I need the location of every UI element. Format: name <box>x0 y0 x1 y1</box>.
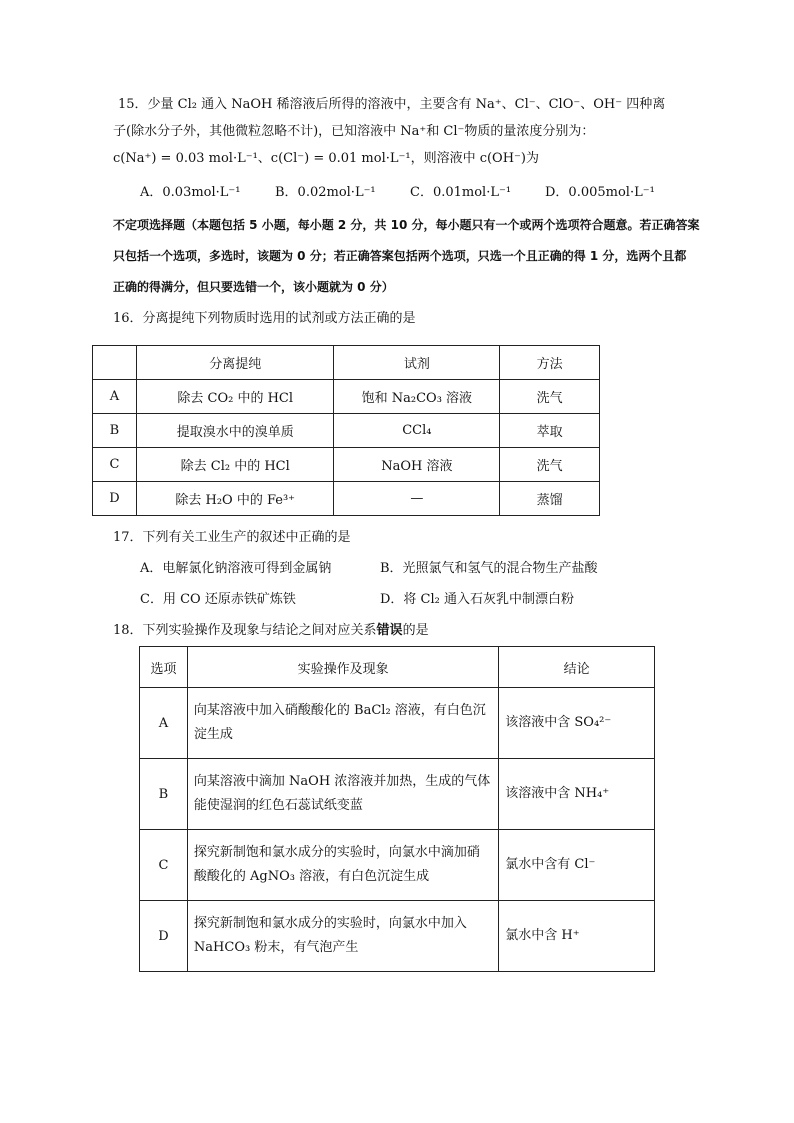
table-cell: 除去 H₂O 中的 Fe³⁺ <box>136 482 334 516</box>
table-header-row <box>93 346 600 380</box>
table-cell: C <box>140 830 188 901</box>
q17-option-d: D．将 Cl₂ 通入石灰乳中制漂白粉 <box>380 592 575 607</box>
q15-stem-line3: c(Na⁺) = 0.03 mol·L⁻¹、c(Cl⁻) = 0.01 mol·L⁻¹，则溶液中 c(OH⁻)为 <box>113 151 539 166</box>
section-instructions-line1: 不定项选择题（本题包括 5 小题，每小题 2 分，共 10 分，每小题只有一个或两个选项符合题意。若正确答案 <box>113 218 700 232</box>
q16-stem: 16．分离提纯下列物质时选用的试剂或方法正确的是 <box>113 311 416 326</box>
table-row <box>140 901 655 972</box>
table-header: 方法 <box>500 346 600 380</box>
table-row <box>140 688 655 759</box>
table-cell: 提取溴水中的溴单质 <box>136 414 334 448</box>
table-cell: 向某溶液中滴加 NaOH 浓溶液并加热，生成的气体能使湿润的红色石蕊试纸变蓝 <box>187 759 498 830</box>
table-cell: CCl₄ <box>334 414 500 448</box>
table-cell: 萃取 <box>500 414 600 448</box>
table-header: 选项 <box>140 647 188 688</box>
table-cell: 该溶液中含 SO₄²⁻ <box>499 688 655 759</box>
table-cell: B <box>93 414 137 448</box>
section-instructions-line3: 正确的得满分，但只要选错一个，该小题就为 0 分） <box>113 280 394 294</box>
table-cell: A <box>93 380 137 414</box>
table-cell: NaOH 溶液 <box>334 448 500 482</box>
q16-table <box>92 345 600 516</box>
table-cell: 氯水中含 H⁺ <box>499 901 655 972</box>
table-cell: 氯水中含有 Cl⁻ <box>499 830 655 901</box>
table-header: 结论 <box>499 647 655 688</box>
table-cell: D <box>93 482 137 516</box>
table-cell: — <box>334 482 500 516</box>
q15-stem-line2: 子(除水分子外，其他微粒忽略不计)，已知溶液中 Na⁺和 Cl⁻物质的量浓度分别为： <box>113 124 595 139</box>
q18-stem <box>113 620 429 642</box>
table-row <box>93 414 600 448</box>
table-header-row <box>140 647 655 688</box>
q15-option-d: D．0.005mol·L⁻¹ <box>545 185 655 200</box>
q15-option-b: B．0.02mol·L⁻¹ <box>275 185 376 200</box>
table-header: 试剂 <box>334 346 500 380</box>
q17-stem: 17．下列有关工业生产的叙述中正确的是 <box>113 530 351 545</box>
table-row <box>140 759 655 830</box>
q18-stem-tail: 的是 <box>402 623 429 638</box>
table-cell: 洗气 <box>500 448 600 482</box>
q17-option-b: B．光照氯气和氢气的混合物生产盐酸 <box>380 561 598 576</box>
q15-option-a: A．0.03mol·L⁻¹ <box>140 185 241 200</box>
table-cell: 除去 Cl₂ 中的 HCl <box>136 448 334 482</box>
table-cell: D <box>140 901 188 972</box>
table-row <box>93 448 600 482</box>
table-cell: 向某溶液中加入硝酸酸化的 BaCl₂ 溶液，有白色沉淀生成 <box>187 688 498 759</box>
table-row <box>140 830 655 901</box>
table-cell: 蒸馏 <box>500 482 600 516</box>
q17-option-a: A．电解氯化钠溶液可得到金属钠 <box>140 561 332 576</box>
q15-option-c: C．0.01mol·L⁻¹ <box>410 185 512 200</box>
q18-stem-emphasis: 错误 <box>376 623 403 638</box>
table-cell: A <box>140 688 188 759</box>
table-cell: 该溶液中含 NH₄⁺ <box>499 759 655 830</box>
table-cell: B <box>140 759 188 830</box>
q18-table <box>139 646 655 972</box>
table-row <box>93 380 600 414</box>
q17-option-c: C．用 CO 还原赤铁矿炼铁 <box>140 592 296 607</box>
table-header: 分离提纯 <box>136 346 334 380</box>
table-cell: 探究新制饱和氯水成分的实验时，向氯水中加入 NaHCO₃ 粉末，有气泡产生 <box>187 901 498 972</box>
q15-stem-line1: 15．少量 Cl₂ 通入 NaOH 稀溶液后所得的溶液中，主要含有 Na⁺、Cl⁻、ClO⁻、OH⁻ 四种离 <box>118 97 666 112</box>
table-header: 实验操作及现象 <box>187 647 498 688</box>
table-cell: 除去 CO₂ 中的 HCl <box>136 380 334 414</box>
table-cell: 探究新制饱和氯水成分的实验时，向氯水中滴加硝酸酸化的 AgNO₃ 溶液，有白色沉淀生成 <box>187 830 498 901</box>
table-row <box>93 482 600 516</box>
q18-stem-text: 18．下列实验操作及现象与结论之间对应关系 <box>113 623 377 638</box>
table-cell: 饱和 Na₂CO₃ 溶液 <box>334 380 500 414</box>
table-header <box>93 346 137 380</box>
section-instructions-line2: 只包括一个选项，多选时，该题为 0 分；若正确答案包括两个选项，只选一个且正确的得 1 分，选两个且都 <box>113 249 687 263</box>
table-cell: 洗气 <box>500 380 600 414</box>
table-cell: C <box>93 448 137 482</box>
